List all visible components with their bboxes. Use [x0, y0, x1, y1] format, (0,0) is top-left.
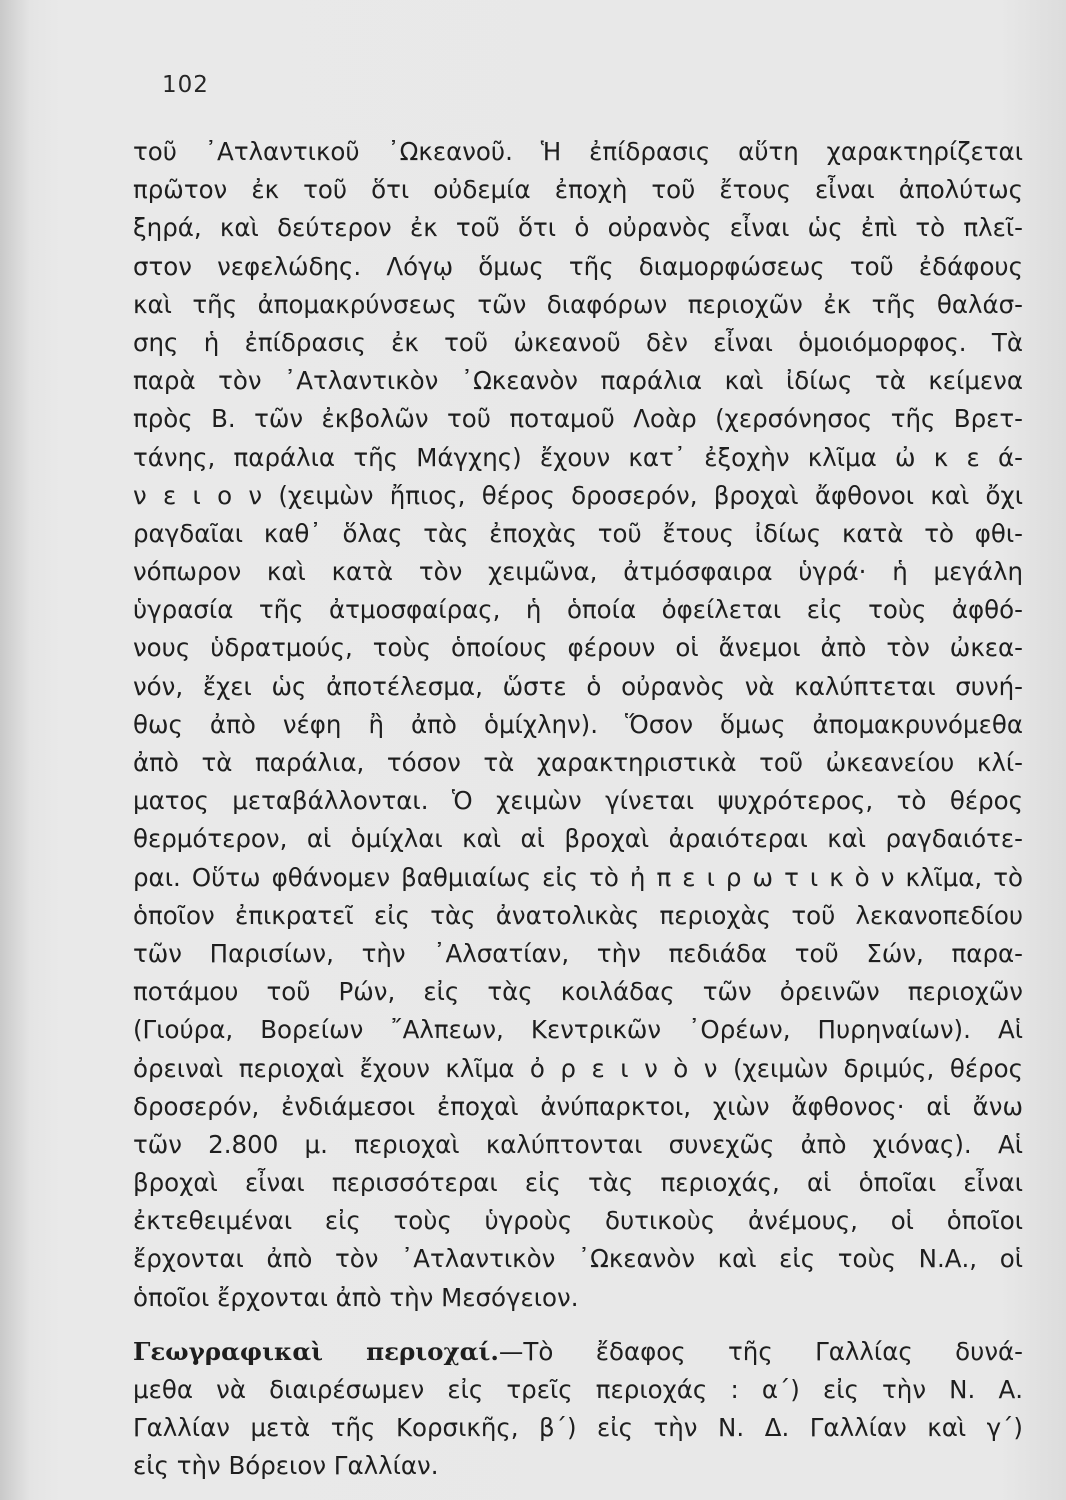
text-run: —Τὸ ἔδαφος τῆς Γαλλίας δυνά- [498, 1336, 1023, 1366]
text-line: τῶν Παρισίων, τὴν ᾿Αλσατίαν, τὴν πεδιάδα τοῦ Σών, παρα- [133, 938, 1023, 968]
text-line: ποτάμου τοῦ Ρών, εἰς τὰς κοιλάδας τῶν ὀρεινῶν περιοχῶν [133, 977, 1023, 1007]
text-line: μεθα νὰ διαιρέσωμεν εἰς τρεῖς περιοχάς : α΄) εἰς τὴν Ν. Α. [133, 1375, 1023, 1404]
body-text [133, 133, 1023, 1486]
text-line: ξηρά, καὶ δεύτερον ἐκ τοῦ ὅτι ὁ οὐρανὸς εἶναι ὡς ἐπὶ τὸ πλεῖ- [133, 213, 1023, 243]
paragraph-geographic-regions [133, 1333, 1023, 1486]
text-line: ὁποῖοι ἔρχονται ἀπὸ τὴν Μεσόγειον. [133, 1282, 579, 1312]
text-line: τῶν 2.800 μ. περιοχαὶ καλύπτονται συνεχῶς ἀπὸ χιόνας). Αἱ [133, 1129, 1023, 1159]
text-line: ἔρχονται ἀπὸ τὸν ᾿Ατλαντικὸν ᾿Ωκεανὸν καὶ εἰς τοὺς Ν.Α., οἱ [133, 1244, 1023, 1274]
text-line: ν ε ι ο ν (χειμὼν ἤπιος, θέρος δροσερόν, βροχαὶ ἄφθονοι καὶ ὄχι [133, 480, 1023, 510]
text-line: πρὸς Β. τῶν ἐκβολῶν τοῦ ποταμοῦ Λοὰρ (χερσόνησος τῆς Βρετ- [133, 404, 1023, 434]
text-line: τοῦ ᾿Ατλαντικοῦ ᾿Ωκεανοῦ. Ἡ ἐπίδρασις αὕτη χαρακτηρίζεται [133, 137, 1023, 166]
text-line: σης ἡ ἐπίδρασις ἐκ τοῦ ὠκεανοῦ δὲν εἶναι ὁμοιόμορφος. Τὰ [133, 327, 1023, 357]
page-number: 102 [162, 72, 209, 98]
section-heading: Γεωγραφικαὶ περιοχαί. [133, 1336, 499, 1366]
text-line: παρὰ τὸν ᾿Ατλαντικὸν ᾿Ωκεανὸν παράλια καὶ ἰδίως τὰ κείμενα [133, 366, 1023, 396]
text-line: τάνης, παράλια τῆς Μάγχης) ἔχουν κατ᾿ ἐξοχὴν κλῖμα ὠ κ ε ά- [133, 442, 1023, 472]
text-line: ὀρειναὶ περιοχαὶ ἔχουν κλῖμα ὀ ρ ε ι ν ὸ ν (χειμὼν δριμύς, θέρος [133, 1053, 1023, 1083]
text-line: ματος μεταβάλλονται. Ὁ χειμὼν γίνεται ψυχρότερος, τὸ θέρος [133, 786, 1023, 816]
text-line: Γαλλίαν μετὰ τῆς Κορσικῆς, β΄) εἰς τὴν Ν. Δ. Γαλλίαν καὶ γ΄) [133, 1413, 1023, 1443]
text-line: στον νεφελώδης. Λόγῳ ὅμως τῆς διαμορφώσεως τοῦ ἐδάφους [133, 251, 1023, 281]
text-line: νόν, ἔχει ὡς ἀποτέλεσμα, ὥστε ὁ οὐρανὸς νὰ καλύπτεται συνή- [133, 671, 1023, 701]
text-line: ὁποῖον ἐπικρατεῖ εἰς τὰς ἀνατολικὰς περιοχὰς τοῦ λεκανοπεδίου [133, 900, 1023, 930]
text-line: δροσερόν, ἐνδιάμεσοι ἐποχαὶ ἀνύπαρκτοι, χιὼν ἄφθονος· αἱ ἄνω [133, 1091, 1023, 1121]
text-line: ἐκτεθειμέναι εἰς τοὺς ὑγροὺς δυτικοὺς ἀνέμους, οἱ ὁποῖοι [133, 1206, 1023, 1236]
text-line: ἀπὸ τὰ παράλια, τόσον τὰ χαρακτηριστικὰ τοῦ ὠκεανείου κλί- [133, 748, 1023, 777]
text-line: ραγδαῖαι καθ᾿ ὅλας τὰς ἐποχὰς τοῦ ἔτους ἰδίως κατὰ τὸ φθι- [133, 518, 1023, 548]
text-line: βροχαὶ εἶναι περισσότεραι εἰς τὰς περιοχάς, αἱ ὁποῖαι εἶναι [133, 1168, 1023, 1198]
text-line: πρῶτον ἐκ τοῦ ὅτι οὐδεμία ἐποχὴ τοῦ ἔτους εἶναι ἀπολύτως [133, 175, 1023, 205]
text-line: ραι. Οὕτω φθάνομεν βαθμιαίως εἰς τὸ ἠ π ε ι ρ ω τ ι κ ὸ ν κλῖμα, τὸ [133, 862, 1023, 892]
paragraph-gap [133, 1317, 1023, 1333]
text-line: νόπωρον καὶ κατὰ τὸν χειμῶνα, ἀτμόσφαιρα ὑγρά· ἡ μεγάλη [133, 557, 1023, 587]
text-line: θερμότερον, αἱ ὁμίχλαι καὶ αἱ βροχαὶ ἀραιότεραι καὶ ραγδαιότε- [133, 824, 1023, 854]
text-line: ὑγρασία τῆς ἀτμοσφαίρας, ἡ ὁποία ὀφείλεται εἰς τοὺς ἀφθό- [133, 595, 1023, 625]
paragraph-climate [133, 133, 1023, 1317]
text-line: εἰς τὴν Βόρειον Γαλλίαν. [133, 1451, 439, 1481]
text-line: θως ἀπὸ νέφη ἢ ἀπὸ ὁμίχλην). Ὅσον ὅμως ἀπομακρυνόμεθα [133, 709, 1023, 739]
text-line: (Γιούρα, Βορείων ῎Αλπεων, Κεντρικῶν ᾿Ορέων, Πυρηναίων). Αἱ [133, 1015, 1023, 1045]
text-line: καὶ τῆς ἀπομακρύνσεως τῶν διαφόρων περιοχῶν ἐκ τῆς θαλάσ- [133, 289, 1023, 319]
text-line: νους ὑδρατμούς, τοὺς ὁποίους φέρουν οἱ ἄνεμοι ἀπὸ τὸν ὠκεα- [133, 633, 1023, 663]
text-line-with-heading [133, 1333, 1023, 1371]
